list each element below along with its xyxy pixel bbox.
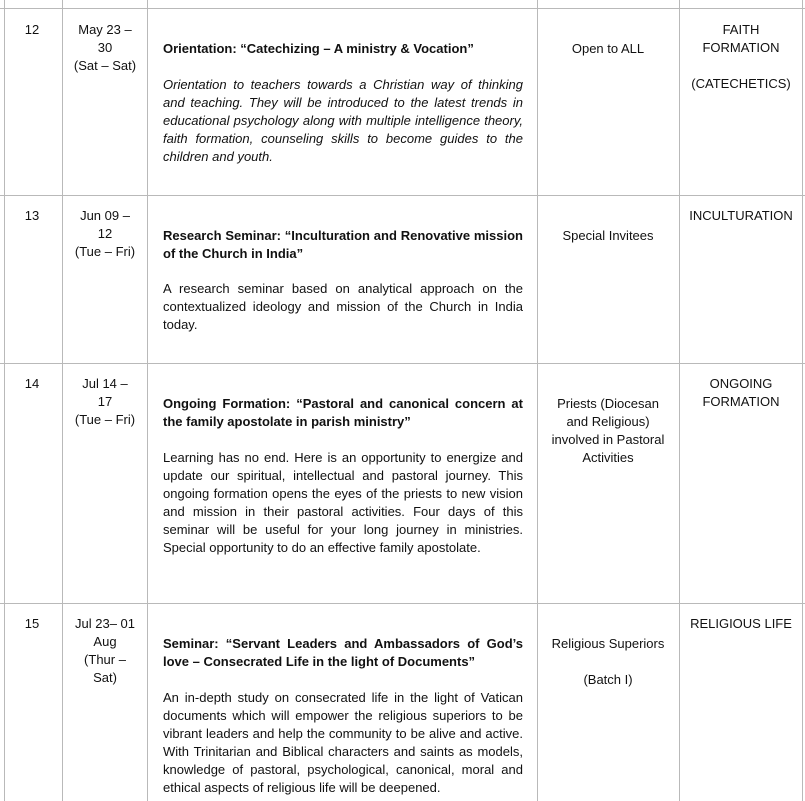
- program-audience: Special Invitees: [562, 228, 654, 243]
- program-audience: Religious Superiors (Batch I): [551, 636, 665, 687]
- program-date: Jul 14 – 17 (Tue – Fri): [74, 376, 136, 427]
- program-date: Jul 23– 01 Aug (Thur – Sat): [75, 616, 135, 685]
- program-audience: Open to ALL: [571, 41, 645, 56]
- program-description: Learning has no end. Here is an opportunity to energize and update our spiritual, intellectual and pastoral journey. This ongoing formation opens the eyes of the priests to new vision and mission in their pastoral activities. Four days of this seminar will be useful for your long journey in ministries. Special opportunity to do an effective family apostolate.: [163, 450, 523, 555]
- program-area: FAITH FORMATION (CATECHETICS): [691, 22, 791, 91]
- column-divider: [537, 0, 538, 801]
- program-title: Orientation: “Catechizing – A ministry & Vocation”: [163, 41, 474, 56]
- program-date: May 23 – 30 (Sat – Sat): [73, 22, 137, 73]
- row-divider: [0, 363, 805, 364]
- program-description: An in-depth study on consecrated life in the light of Vatican documents which will empower the religious superiors to be vibrant leaders and help the community to be alive and active. With Trinitarian and Biblical characters and saints as models, knowledge of pastoral, psychological, canonical, moral and ethical aspects of religious life will be deepened.: [163, 690, 523, 795]
- program-area: ONGOING FORMATION: [702, 376, 780, 409]
- row-divider: [0, 8, 805, 9]
- program-number: 13: [24, 208, 40, 223]
- row-divider: [0, 195, 805, 196]
- row-divider: [0, 603, 805, 604]
- program-title: Ongoing Formation: “Pastoral and canonical concern at the family apostolate in parish ministry”: [163, 396, 523, 429]
- program-number: 15: [24, 616, 40, 631]
- program-area: RELIGIOUS LIFE: [690, 616, 792, 631]
- column-divider: [147, 0, 148, 801]
- program-date: Jun 09 – 12 (Tue – Fri): [74, 208, 136, 259]
- column-divider: [4, 0, 5, 801]
- program-area: INCULTURATION: [689, 208, 793, 223]
- column-divider: [62, 0, 63, 801]
- program-number: 14: [24, 376, 40, 391]
- program-description: A research seminar based on analytical approach on the contextualized ideology and mission of the Church in India today.: [163, 281, 523, 332]
- column-divider: [679, 0, 680, 801]
- program-description: Orientation to teachers towards a Christian way of thinking and teaching. They will be introduced to the latest trends in educational psychology along with multiple intelligence theory, faith formation, counseling skills to become guides to the children and youth.: [163, 77, 523, 164]
- program-title: Seminar: “Servant Leaders and Ambassadors of God’s love – Consecrated Life in the light of Documents”: [163, 636, 523, 669]
- program-title: Research Seminar: “Inculturation and Renovative mission of the Church in India”: [163, 228, 523, 261]
- program-audience: Priests (Diocesan and Religious) involved in Pastoral Activities: [551, 396, 665, 465]
- program-number: 12: [24, 22, 40, 37]
- column-divider: [802, 0, 803, 801]
